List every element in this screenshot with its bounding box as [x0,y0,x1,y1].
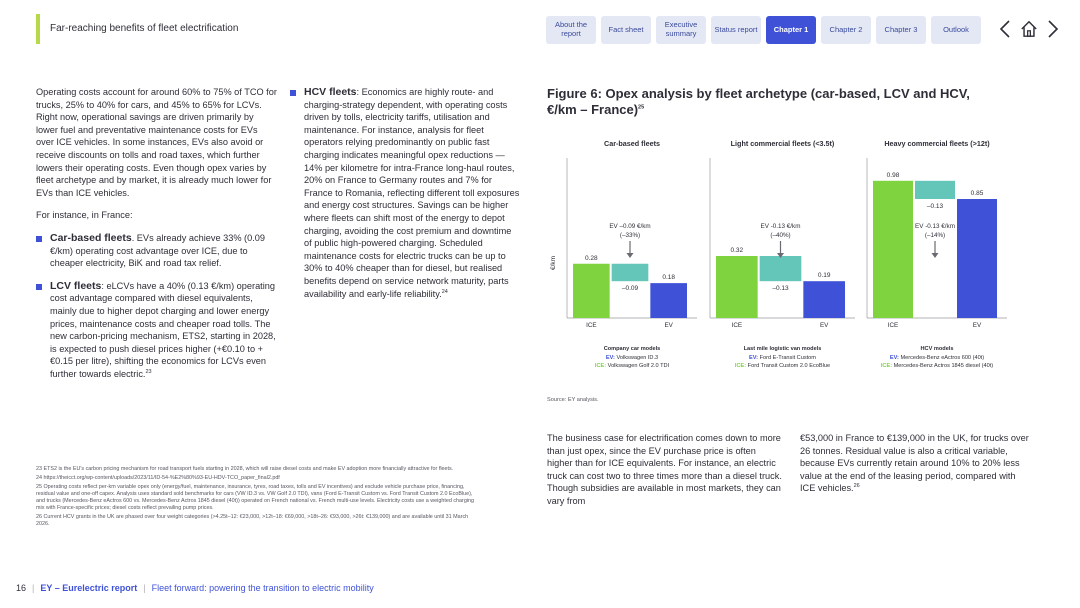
figure-title-text: Figure 6: Opex analysis by fleet archetype (car-based, LCV and HCV, €/km – France) [547,86,970,117]
bullet-lcv-fleets [36,280,278,381]
ev-model-name: Ford E-Transit Custom [759,355,816,361]
figure-title [547,86,987,117]
ice-model-name: Mercedes-Benz Actros 1845 diesel (40t) [893,363,994,369]
bar-ice [716,256,758,318]
tick-label-ev: EV [664,322,673,329]
ice-model [735,363,830,369]
footnotes [36,466,476,530]
footnote-ref[interactable]: 25 [638,104,645,111]
residual-value-paragraph [800,432,1030,495]
bullet-car-fleets [36,232,278,270]
data-label-ev: 0.85 [970,190,984,197]
tab-about-report[interactable]: About the report [546,16,596,44]
ice-model-name: Volkswagen Golf 2.0 TDI [607,363,670,369]
home-icon[interactable] [1020,18,1038,40]
arrow-head-icon [627,253,634,258]
ev-model-name: Volkswagen ID.3 [616,355,659,361]
bar-ev [650,283,687,318]
body-column-4 [800,432,1030,495]
savings-annotation: EV -0.13 €/km [915,223,955,230]
footnote-ref[interactable]: 24 [441,288,448,295]
bullet-heading: HCV fleets [304,86,357,98]
footnote[interactable]: 24 https://theicct.org/wp-content/uploads/2023/11/ID-54-%E2%80%93-EU-HDV-TCO_paper_final2.pdf [36,475,280,481]
ice-model-name: Ford Transit Custom 2.0 EcoBlue [747,363,831,369]
data-label-ice: 0.28 [585,254,598,262]
models-title: Last mile logistic van models [743,346,822,352]
footnote: 26 Current HCV grants in the UK are phased over four weight categories (>4.25t–12: €23,000, >12t–18: €69,000, >18t–26: €93,000, >26t: €139,000) and are available until 31 March 2026. [36,514,469,527]
tab-fact-sheet[interactable]: Fact sheet [601,16,651,44]
panel-title: Light commercial fleets (<3.5t) [730,139,835,148]
savings-annotation: EV -0.13 €/km [760,223,801,230]
page-nav-icons [996,18,1062,40]
section-title: Far-reaching benefits of fleet electrification [50,23,239,34]
header-accent-bar [36,14,40,44]
bullet-square-icon [36,284,42,290]
arrow-head-icon [932,253,939,258]
savings-annotation-pct: (–40%) [770,232,791,239]
tab-chapter-2[interactable]: Chapter 2 [821,16,871,44]
savings-annotation-pct: (–14%) [924,232,946,239]
bullet-square-icon [290,90,296,96]
bullet-hcv-fleets [290,86,520,300]
body-column-1 [36,86,278,390]
ice-model-prefix: ICE: [734,363,748,369]
ev-model-prefix: EV: [605,355,617,361]
bar-ev [803,281,845,318]
savings-annotation-pct: (–33%) [619,232,641,239]
body-column-2 [290,86,520,310]
bar-ice [573,264,610,318]
tab-chapter-3[interactable]: Chapter 3 [876,16,926,44]
opex-waterfall-chart [545,128,1015,393]
report-brand: EY – Eurelectric report [40,583,138,593]
residual-value-text: €53,000 in France to €139,000 in the UK, for trucks over 26 tonnes. Residual value is also a critical variable, because EVs currently retain around 10% to 20% less value at the end of the leasing period, compared with ICE vehicles. [800,433,1029,494]
tick-label-ice: ICE [731,322,743,329]
footer-separator: | [143,583,146,593]
page-number: 16 [16,583,27,593]
chevron-left-icon[interactable] [996,18,1014,40]
ice-model [881,363,993,369]
bar-ev [957,199,997,318]
bullet-square-icon [36,236,42,242]
tick-label-ev: EV [972,322,982,329]
y-axis-label: €/km [550,255,557,271]
bullet-text: : Economics are highly route- and charging-strategy dependent, with operating costs driven by tolls, electricity tariffs, utilisation and maintenance. For instance, analysis for fleet operators relying predominantly on public fast charging indicates meaningful opex reductions — 14% per kilometre for intra-France long-haul routes, 20% on France to Germany routes and 7% for France to Romania, reflecting different toll exposures and energy cost structures. Savings can be higher where fleets can shift most of the energy to depot charging, avoiding the cost premium and downtime of public high-powered charging. Scheduled maintenance costs for electric trucks can be up to 30% to 40% cheaper than for diesel, but realised benefits depend on service network maturity, parts availability and early-life reliability. [304,87,520,299]
page-footer [16,583,374,593]
tick-label-ice: ICE [586,322,597,329]
panel-title: Heavy commercial fleets (>12t) [884,139,990,148]
bullet-heading: LCV fleets [50,279,102,292]
france-intro: For instance, in France: [36,210,133,221]
data-label-ev: 0.19 [817,272,831,280]
bar-ev-delta [760,256,802,281]
ice-model-prefix: ICE: [594,363,608,369]
ev-model [606,355,658,361]
bullet-text: . EVs already achieve 33% (0.09 €/km) operating cost advantage over ICE, due to cheaper electricity, BiK and road tax relief. [50,232,265,269]
tab-outlook[interactable]: Outlook [931,16,981,44]
ev-model-prefix: EV: [749,355,760,361]
models-title: Company car models [603,346,661,352]
ev-model-prefix: EV: [889,355,901,361]
footnote: 23 ETS2 is the EU's carbon pricing mechanism for road transport fuels starting in 2028, which will raise diesel costs and make EV adoption more financially attractive for fleets. [36,466,454,472]
tick-label-ice: ICE [887,322,899,329]
tab-executive-summary[interactable]: Executive summary [656,16,706,44]
data-label-ice: 0.32 [730,247,744,254]
savings-annotation: EV –0.09 €/km [609,223,651,230]
bullet-heading: Car-based fleets [50,231,132,244]
report-subtitle: Fleet forward: powering the transition to electric mobility [151,583,374,593]
data-label-ev: 0.18 [662,274,675,282]
footer-separator: | [32,583,35,593]
bar-ev-delta [915,181,955,199]
ice-model-prefix: ICE: [880,363,894,369]
tick-label-ev: EV [819,322,829,329]
ev-model [749,355,816,361]
business-case-paragraph: The business case for electrification comes down to more than just opex, since the EV purchase price is often higher than for ICE equivalents. For instance, an electric truck can cost two to three times more than a diesel truck. Though subsidies are available in most markets, they can vary from [547,433,782,506]
figure-source: Source: EY analysis. [547,397,599,403]
bar-ev-delta [612,264,649,281]
data-label-delta: –0.09 [621,285,639,293]
bar-ice [873,181,913,318]
tab-chapter-1[interactable]: Chapter 1 [766,16,816,44]
ev-model-name: Mercedes-Benz eActros 600 (40t) [900,355,985,361]
chapter-nav [546,16,981,44]
tab-status-report[interactable]: Status report [711,16,761,44]
footnote-ref[interactable]: 23 [145,368,152,375]
panel-title: Car-based fleets [604,139,660,148]
footnote-ref[interactable]: 26 [853,483,860,490]
data-label-delta: –0.13 [772,285,789,293]
data-label-ice: 0.98 [886,171,900,179]
footnote: 25 Operating costs reflect per-km variable opex only (energy/fuel, maintenance, insurance, tyres, road taxes, tolls and EV incentives) and exclude vehicle purchase price, financing, residual value and one-off capex. Analysis uses standard sold benchmarks for cars (VW ID.3 vs. VW Golf 2.0 TDI), vans (Ford E-Transit Custom vs. Ford Transit Custom 2.0 EcoBlue), and trucks (Mercedes-Benz eActros 600 vs. Mercedes-Benz Actros 1845 diesel (40t)) operated on French national vs. French multi-use levels. Electricity costs use a weighted charging mix with France-specific prices; diesel costs reflect prevailing pump prices. [36,484,475,511]
ice-model [595,363,670,369]
data-label-delta: –0.13 [926,203,944,210]
models-title: HCV models [920,346,954,352]
bullet-text: : eLCVs have a 40% (0.13 €/km) operating cost advantage compared with diesel equivalents, mainly due to higher depot charging and lower energy prices, maintenance costs and cheaper road tolls. The new carbon-pricing mechanism, ETS2, starting in 2028, is expected to push diesel prices higher (+€0.10 to +€0.15 per litre), shifting the economics for LCVs even further towards electric. [50,280,276,379]
intro-paragraph: Operating costs account for around 60% to 75% of TCO for trucks, 25% to 40% for cars, and 45% to 65% for LCVs. Right now, operational savings are driven primarily by lower fuel and preventative maintenance costs for EVs over ICE vehicles. In some instances, EVs also avoid or receive discounts on tolls and road taxes, which further lowers their operating costs. Even though opex varies by fleet archetype and by market, it is already much lower for EVs than ICE vehicles. [36,87,277,198]
body-column-3 [547,432,782,508]
chevron-right-icon[interactable] [1044,18,1062,40]
ev-model [890,355,984,361]
